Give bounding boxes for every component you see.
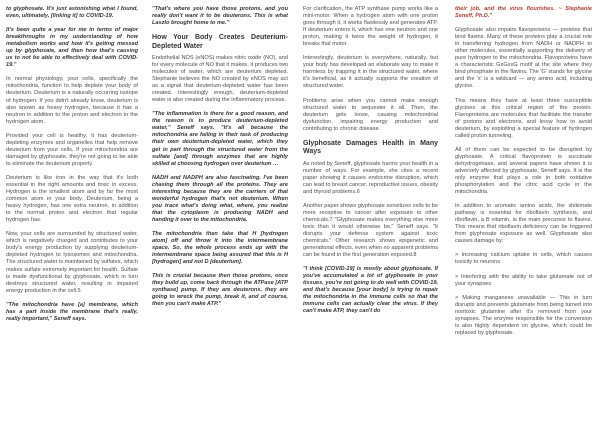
body-paragraph: Endothelial NOS (eNOS) makes nitric oxide (NO), and for every molecule of NO that it makes, it produces two molecules of water, which are deuterium depleted. Stephanie believes the NO created by eNOS may act as a signal that deuterium-depleted water has been created. Interestingly enough, deuterium-depleted water is also created during the inflammatory process. (152, 54, 288, 104)
bullet-item: > Increasing calcium uptake in cells, which causes toxicity to neurons (455, 252, 592, 266)
quote-paragraph: to glyphosate. It's just astonishing what I found, even, ultimately, [linking it] to COVID-19. (6, 6, 138, 20)
text-column-4 (455, 6, 592, 420)
body-paragraph: Deuterium is like iron in the way that it's both essential in the right amounts and toxic in excess. Hydrogen is the smallest atom and by far the most common atom in your body. Deuterium, being a heavy hydrogen, has one extra neutron, in addition to the normal proton and electron that regular hydrogen has. (6, 174, 138, 224)
quote-paragraph: NADH and NADPH are also fascinating. I've been chasing them through all the proteins. They are interesting because they are the carriers of that wonderful hydrogen that's not deuterium. When you trace what's doing what, where, you realize that the cytoplasm is producing NADH and handing it over to the mitochondria. (152, 174, 288, 223)
text-column-2 (152, 6, 288, 420)
quote-paragraph: The mitochondria then take that H [hydrogen atom] off and throw it into the intermembrane space. So, the whole process ends up with the intermembrane space being assured that this is H [hydrogen] and not D [deuterium]. (152, 230, 288, 266)
text-column-3 (303, 6, 438, 420)
body-paragraph: Another paper shows glyphosate sensitizes cells to be more receptive to cancer after exposure to other chemicals.7 "Glyphosate makes everything else more toxic than it would otherwise be," Seneff says. "It disrupts your defense system against toxic chemicals." Other research shows epigenetic and generational effects, even when no apparent problems can be found in the first generation exposed.8 (303, 202, 438, 259)
body-paragraph: This means they have at least three susceptible glycines at this critical region of the protein. Flavoproteins are molecules that facilitate the transfer of protons and electrons, and know how to avoid deuterium, by exploiting a special feature of hydrogen called proton tunneling. (455, 97, 592, 139)
body-paragraph: Now, your cells are surrounded by structured water, which is negatively charged and contributes to your body's energy production by supplying deuterium-depleted hydrogen to lysosomes and mitochondria. The structured water is maintained by sulfates, which makes sulfate extremely important for health. Sulfate is made dysfunctional by glyphosate, which in turn destroys structured water, resulting in impaired energy production in the cell.5 (6, 231, 138, 294)
text-column-1 (6, 6, 138, 420)
quote-paragraph: "The mitochondria have [a] membrane, which has a part inside the membrane that's really, really important," Seneff says. (6, 301, 138, 322)
body-paragraph: For clarification, the ATP synthase pump works like a mini-motor. When a hydrogen atom with one proton goes through it, it works flawlessly and generates ATP. If deuterium enters it, which has one neutron and one proton, making it twice the weight of hydrogen, it breaks that motor. (303, 6, 438, 48)
body-paragraph: Provided your cell is healthy, it has deuterium-depleting enzymes and organelles that help remove deuterium from your cells. If your mitochondria are damaged by glyphosate, they're not going to be able to eliminate the deuterium properly. (6, 132, 138, 167)
body-paragraph: Glyphosate also impairs flavoproteins — proteins that bind flavins. Many of these proteins play a crucial role in transferring hydrogen from NADH or NADPH to other molecules, essentially supporting the delivery of pure hydrogen to the mitochondria. Flavoproteins have a characteristic GxGxxG motif at the site where they bind phosphate in the flavins. The 'G' stands for glycine and the 'x' is a wildcard — any amino acid, including glycine. (455, 27, 592, 90)
body-paragraph: In addition to aromatic amino acids, the shikimate pathway is essential for riboflavin synthesis, and riboflavin, a B vitamin, is the main precursor to flavins. This means that riboflavin deficiency can be triggered from glyphosate exposure as well. Glyphosate also causes damage by: (455, 203, 592, 245)
bullet-item: > Interfering with the ability to take glutamate out of your synapses (455, 273, 592, 287)
section-heading: Glyphosate Damages Health in Many Ways (303, 139, 438, 156)
body-paragraph: Problems arise when you cannot make enough structured water to sequester it all. Then, the deuterium gets loose, causing mitochondrial dysfunction, impairing energy production and contributing to chronic disease. (303, 97, 438, 132)
body-paragraph: Interestingly, deuterium is everywhere, naturally, but your body has developed an elaborate way to make it harmless by trapping it in the structured water, where it's beneficial, as it actually supports the creation of structured water. (303, 55, 438, 90)
body-paragraph: All of them can be expected to be disrupted by glyphosate. A critical flavoprotein is succinate dehydrogenase, and several papers have shown it is adversely affected by glyphosate, Seneff says. It is the only enzyme that plays a role in both oxidative phosphorylation and the citric acid cycle in the mitochondria. (455, 146, 592, 196)
quote-attribution: their job, and the virus flourishes. ~ Stephanie Seneff, Ph.D." (455, 6, 592, 20)
quote-paragraph: It's been quite a year for me in terms of major breakthroughs in my understanding of how metabolism works and how it's getting messed up by glyphosate, and then how that's causing us to not be able to effectively deal with COVID-19." (6, 27, 138, 69)
quote-paragraph: "That's where you have those protons, and you really don't want it to be deuterons. This is what Laszlo brought home to me." (152, 6, 288, 27)
section-heading: How Your Body Creates Deuterium-Depleted Water (152, 34, 288, 50)
quote-paragraph: This is crucial because then those protons, once they build up, come back through the ATPase [ATP synthase] pump. If they are deuterons, they are going to wreck the pump, break it, and of course, then you can't make ATP." (152, 273, 288, 308)
body-paragraph: In normal physiology, your cells, specifically the mitochondria, function to help deplete your body of deuterium. Deuterium is a naturally occurring isotope of hydrogen. If you didn't already know, deuterium is also known as heavy hydrogen, because it has a neutron in addition to the proton and electron in the hydrogen atom. (6, 76, 138, 125)
quote-paragraph: "I think [COVID-19] is mostly about glyphosate. If you've accumulated a lot of glyphosate in your tissues, you're not going to do well with COVID-19, and that's because [your body] is trying to repair the mitochondria in the immune cells so that the immune cells can actually clear the virus. If they can't make ATP, they can't do (303, 266, 438, 315)
quote-paragraph: "The inflammation is there for a good reason, and the reason is to produce deuterium-depleted water," Seneff says. "It's all because the mitochondria are failing in their task of producing their own deuterium-depleted water, which they get in part through the structured water from the sulfate [and] through enzymes that are highly skilled at choosing hydrogen over deuterium … (152, 111, 288, 167)
bullet-item: > Making manganese unavailable — This in turn disrupts and prevents glutamate from being turned into nontoxic glutamine after it's removed from your synapses. The enzyme responsible for the conversion is also highly dependent on glycine, which could be replaced by glyphosate. (455, 294, 592, 336)
body-paragraph: As noted by Seneff, glyphosate harms your health in a number of ways. For example, she cites a recent paper showing it causes endocrine disruption, which can lead to breast cancer, reproductive issues, obesity and thyroid problems.6 (303, 160, 438, 195)
